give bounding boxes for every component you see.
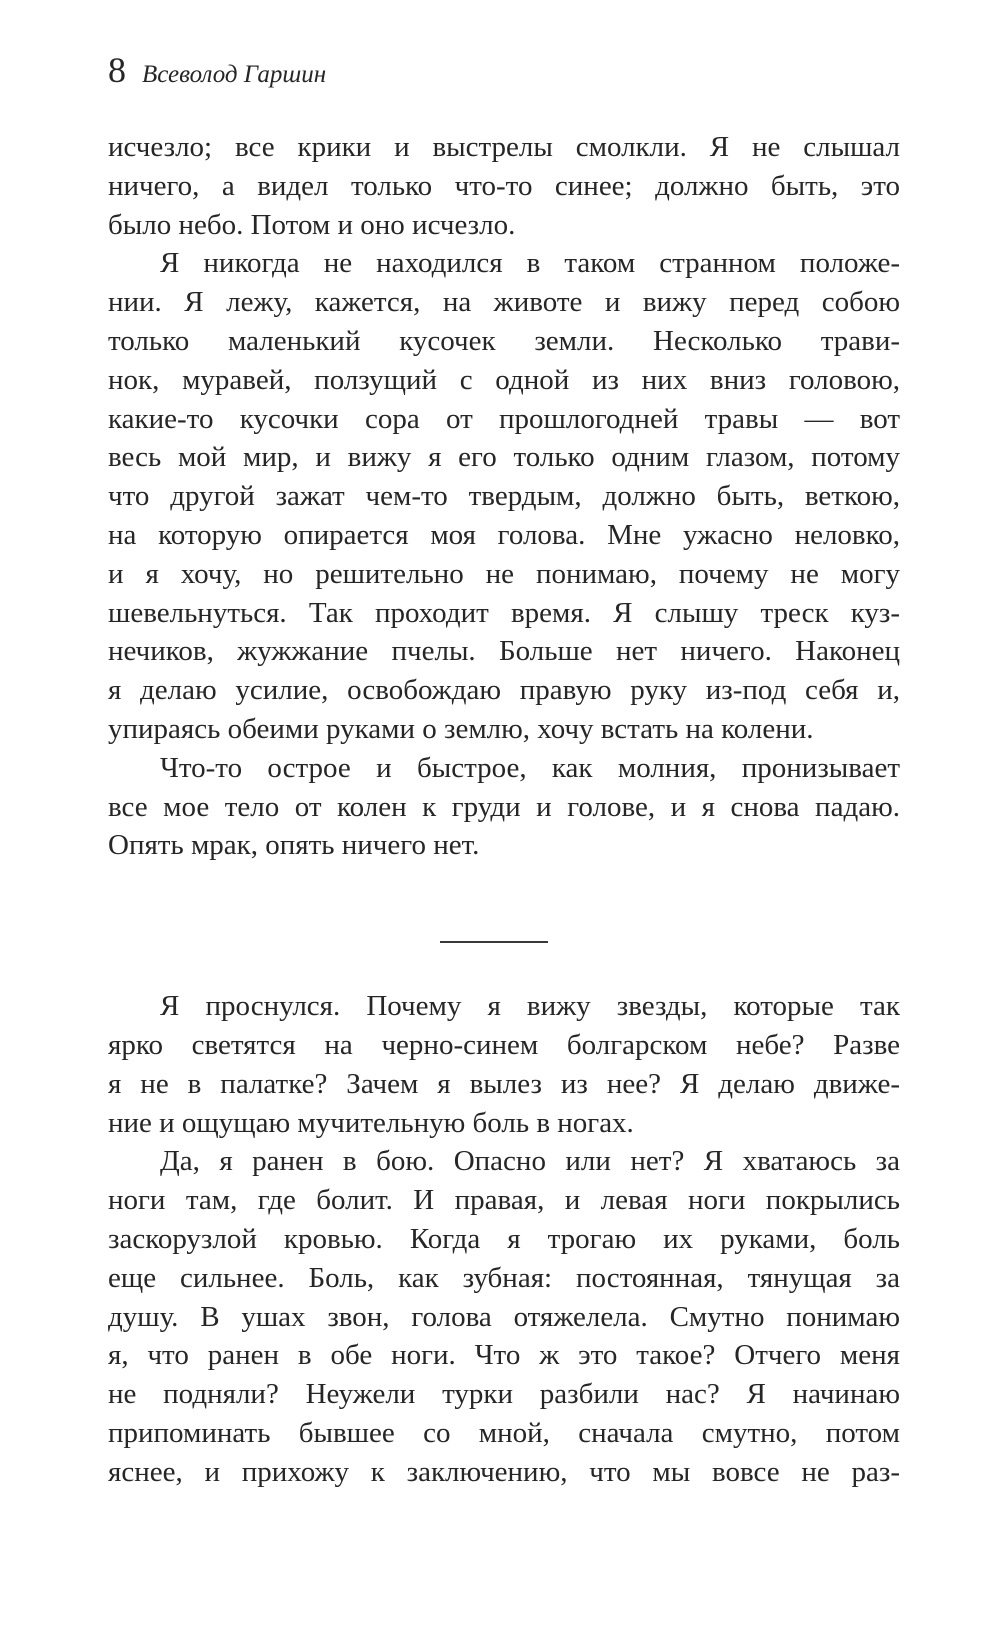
divider-rule [440, 941, 548, 943]
section-divider [108, 935, 900, 955]
text-line: Что-то острое и быстрое, как молния, пронизывает [160, 751, 900, 784]
text-line: душу. В ушах звон, голова отяжелела. Смутно понимаю [108, 1300, 900, 1333]
text-line: ярко светятся на черно-синем болгарском небе? Разве [108, 1028, 900, 1061]
text-line: Я проснулся. Почему я вижу звезды, которые так [160, 990, 900, 1023]
text-line: только маленький кусочек земли. Несколько трави- [108, 324, 900, 357]
text-line: заскорузлой кровью. Когда я трогаю их руками, боль [108, 1222, 900, 1255]
text-line: нии. Я лежу, кажется, на животе и вижу перед собою [108, 286, 900, 319]
text-line: яснее, и прихожу к заключению, что мы вовсе не раз- [108, 1455, 900, 1488]
text-line: какие-то кусочки сора от прошлогодней травы — вот [108, 402, 900, 435]
text-line: нечиков, жужжание пчелы. Больше нет ничего. Наконец [108, 635, 900, 668]
text-line: упираясь обеими руками о землю, хочу встать на колени. [108, 712, 814, 745]
text-line: было небо. Потом и оно исчезло. [108, 208, 516, 241]
book-page [108, 52, 900, 1492]
text-line: припоминать бывшее со мной, сначала смутно, потом [108, 1416, 900, 1449]
page-number: 8 [108, 50, 126, 90]
text-line: я не в палатке? Зачем я вылез из нее? Я делаю движе- [108, 1067, 900, 1100]
text-line: нок, муравей, ползущий с одной из них вниз головою, [108, 363, 900, 396]
text-line: ничего, а видел только что-то синее; должно быть, это [108, 169, 900, 202]
text-block-2 [108, 987, 900, 1491]
text-line: ноги там, где болит. И правая, и левая ноги покрылись [108, 1184, 900, 1217]
text-line: Опять мрак, опять ничего нет. [108, 829, 480, 862]
text-line: шевельнуться. Так проходит время. Я слышу треск куз- [108, 596, 900, 629]
text-line: на которую опирается моя голова. Мне ужасно неловко, [108, 518, 900, 551]
text-line: ние и ощущаю мучительную боль в ногах. [108, 1106, 634, 1139]
running-head [108, 52, 900, 98]
text-line: что другой зажат чем-то твердым, должно быть, веткою, [108, 480, 900, 513]
text-line: я, что ранен в обе ноги. Что ж это такое? Отчего меня [108, 1339, 900, 1372]
text-line: весь мой мир, и вижу я его только одним глазом, потому [108, 441, 900, 474]
text-block-1 [108, 128, 900, 865]
text-line: исчезло; все крики и выстрелы смолкли. Я не слышал [108, 131, 900, 163]
text-line: Я никогда не находился в таком странном положе- [160, 247, 900, 280]
author-name: Всеволод Гаршин [142, 61, 327, 88]
text-line: все мое тело от колен к груди и голове, и я снова падаю. [108, 790, 900, 823]
text-line: и я хочу, но решительно не понимаю, почему не могу [108, 557, 900, 590]
text-line: еще сильнее. Боль, как зубная: постоянная, тянущая за [108, 1261, 900, 1294]
text-line: я делаю усилие, освобождаю правую руку из-под себя и, [108, 674, 900, 707]
text-line: Да, я ранен в бою. Опасно или нет? Я хватаюсь за [160, 1145, 900, 1178]
text-line: не подняли? Неужели турки разбили нас? Я начинаю [108, 1378, 900, 1411]
